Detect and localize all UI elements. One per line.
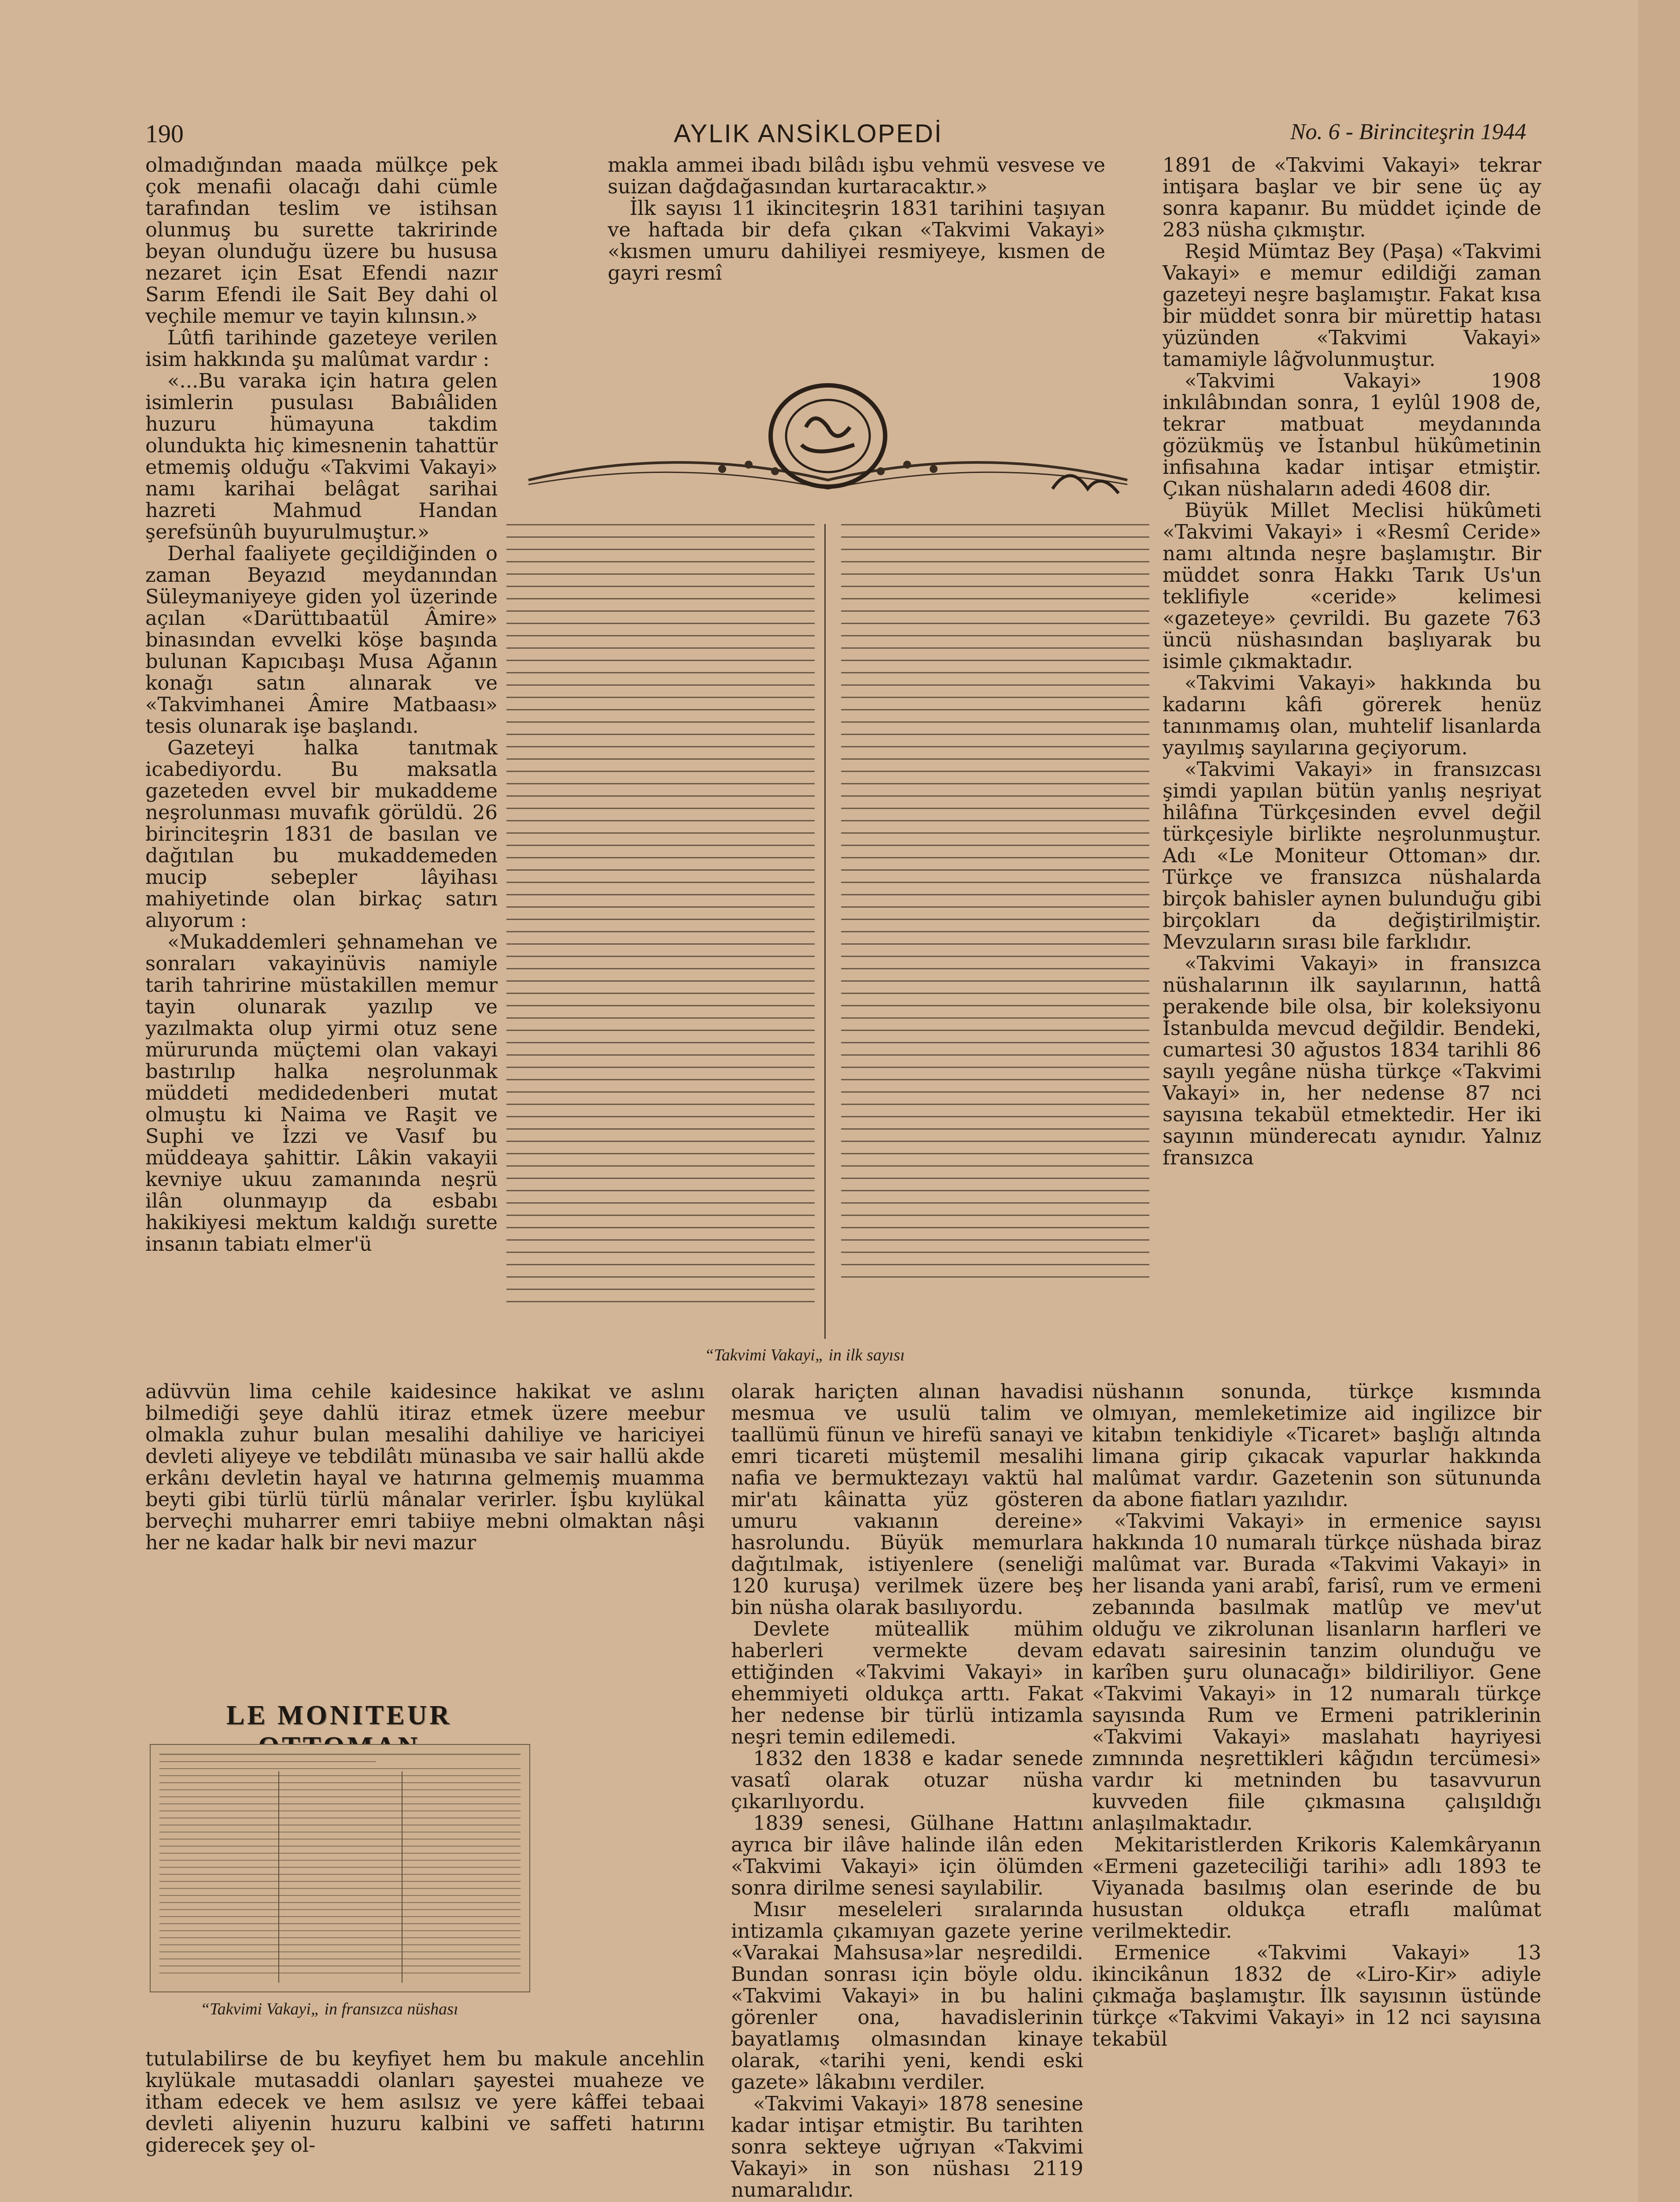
left-column-bottom <box>145 2048 705 2156</box>
left-column-wide <box>145 1381 705 1553</box>
paragraph: Büyük Millet Meclisi hükûmeti «Takvimi Vakayi» i «Resmî Ceride» namı altında neşre başlamıştır. Bir müddet sonra Hakkı Tarık Us'un teklifiyle «ceride» kelimesi «gazeteye» çevrildi. Bu gazete 763 üncü nüshasından başlıyarak bu isimle çıkmaktadır. <box>1163 499 1541 673</box>
moniteur-caption: “Takvimi Vakayi„ in fransızca nüshası <box>200 2000 458 2018</box>
ottoman-column-rule <box>824 524 826 1339</box>
paragraph: Devlete müteallik mühim haberleri vermekte devam ettiğinden «Takvimi Vakayi» in ehemmiyeti oldukça arttı. Fakat her nedense bir türlü intizamla neşri temin edilemedi. <box>731 1617 1083 1748</box>
right-column-bottom <box>1092 1381 1541 2050</box>
paragraph: «Takvimi Vakayi» in fransızcası şimdi yapılan bütün yanlış neşriyat hilâfına Türkçesinden evvel değil türkçesiyle birlikte neşrolunmuştur. Adı «Le Moniteur Ottoman» dır. Türkçe ve fransızca nüshalarda birçok bahisler aynen bulunduğu gibi birçokları da değiştirilmiştir. Mevzuların sırası bile farklıdır. <box>1163 757 1541 953</box>
paragraph: «Takvimi Vakayi» in fransızca nüshalarının ilk sayılarının, hattâ perakende bile olsa, bir koleksiyonu İstanbulda mevcud değildir. Bendeki, cumartesi 30 ağustos 1834 tarihli 86 sayılı yegâne nüsha türkçe «Takvimi Vakayi» in, her nedense 87 nci sayısına tekabül etmektedir. Her iki sayının münderecatı aynıdır. Yalnız fransızca <box>1163 952 1541 1169</box>
paragraph: makla ammei ibadı bilâdı işbu vehmü vesvese ve suizan dağdağasından kurtaracaktır.» <box>608 153 1105 198</box>
issue-info: No. 6 - Birinciteşrin 1944 <box>1290 119 1526 144</box>
middle-column-top <box>608 154 1105 284</box>
paragraph: «Mukaddemleri şehnamehan ve sonraları vakayinüvis namiyle tarih tahririne müstakillen memur tayin olunarak yazılıp ve yazılmakta olup yirmi otuz sene mürurunda müçtemi olan vakayi bastırılıp halka neşrolunmak müddeti medidedenberi mutat olmuştu ki Naima ve Raşit ve Suphi ve İzzi ve Vasıf bu müddeaya şahittir. Lâkin vakayii kevniye ukuu zamanında neşrü ilân olunmayıp da esbabı hakikiyesi mektum kaldığı surette insanın tabiatı elmer'ü <box>145 930 498 1256</box>
paragraph: tutulabilirse de bu keyfiyet hem bu makule ancehlin kıylükale mutasaddi olanları şayestei muaheze ve itham edecek ve hem asılsız ve yere kâffei tebaai devleti aliyenin huzuru kalbini ve saffeti hatırını giderecek şey ol- <box>145 2047 705 2157</box>
middle-column-bottom <box>731 1381 1083 2201</box>
paragraph: olmadığından maada mülkçe pek çok menafii olacağı dahi cümle tarafından teslim ve istihsan olunmuş bu surette takririnde beyan olunduğu üzere bu hususa nezaret için Esat Efendi nazır Sarım Efendi ile Sait Bey dahi ol veçhile memur ve tayin kılınsın.» <box>145 153 498 328</box>
paragraph: 1839 senesi, Gülhane Hattını ayrıca bir ilâve halinde ilân eden «Takvimi Vakayi» için ölümden sonra dirilme senesi sayılabilir. <box>731 1811 1083 1899</box>
paragraph: «Takvimi Vakayi» hakkında bu kadarını kâfi görerek henüz tanınmamış olan, muhtelif lisanlarda yayılmış sayılarına geçiyorum. <box>1163 671 1541 759</box>
paragraph: Lûtfi tarihinde gazeteye verilen isim hakkında şu malûmat vardır : <box>145 326 498 371</box>
ottoman-column-right <box>841 524 1149 1339</box>
right-column-top <box>1163 154 1541 1168</box>
paragraph: «Takvimi Vakayi» 1908 inkılâbından sonra, 1 eylûl 1908 de, tekrar matbuat meydanında gözükmüş ve İstanbul hükûmetinin infisahına kadar intişar etmiştir. Çıkan nüshaların adedi 4608 dir. <box>1163 369 1541 500</box>
takvim-caption: “Takvimi Vakayi„ in ilk sayısı <box>705 1346 905 1364</box>
moniteur-masthead: LE MONITEUR <box>226 1700 452 1730</box>
left-column-top <box>145 154 498 1255</box>
takvim-masthead-image <box>502 379 1154 520</box>
paragraph: Mısır meseleleri sıralarında intizamla çıkamıyan gazete yerine «Varakai Mahsusa»lar neşredildi. Bundan sonrası için böyle oldu. «Takvimi Vakayi» in bu halini görenler ona, havadislerinin bayatlamış olmasından kinaye olarak, «tarihi yeni, kendi eski gazete» lâkabını verdiler. <box>731 1898 1083 2094</box>
paragraph: «...Bu varaka için hatıra gelen isimlerin pusulası Babıâliden huzuru hümayuna takdim olundukta hiç kimesnenin tahattür etmemiş olduğu «Takvimi Vakayi» namı karihai belâgat sarihai hazreti Mahmud Handan şerefsünûh buyurulmuştur.» <box>145 369 498 543</box>
paragraph: 1832 den 1838 e kadar senede vasatî olarak otuzar nüsha çıkarılıyordu. <box>731 1747 1083 1813</box>
paragraph: nüshanın sonunda, türkçe kısmında olmıyan, memleketimize aid ingilizce bir kitabın tenkidiyle «Ticaret» başlığı altında limana girip çıkacak vapurlar hakkında malûmat vardır. Gazetenin son sütununda da abone fiatları yazılıdır. <box>1092 1380 1541 1511</box>
paragraph: Gazeteyi halka tanıtmak icabediyordu. Bu maksatla gazeteden evvel bir mukaddeme neşrolunması muvafık görüldü. 26 birinciteşrin 1831 de basılan ve dağıtılan bu mukaddemeden mucip sebepler lâyihası mahiyetinde olan birkaç satırı alıyorum : <box>145 736 498 932</box>
paragraph: 1891 de «Takvimi Vakayi» tekrar intişara başlar ve bir sene üç ay sonra kapanır. Bu müddet içinde de 283 nüsha çıkmıştır. <box>1163 153 1541 241</box>
paragraph: adüvvün lima cehile kaidesince hakikat ve aslını bilmediği şeye dahlü itiraz etmek üzere meebur olmakla zuhur bulan mesalihi dahiliye ve hariciyei devleti aliyeye ve tebdilâtı münasıba ve sair hallü akde erkânı devletin hayal ve hatırına gelmemiş muamma beyti gibi türlü türlü mânalar verirler. İşbu kıylükal berveçhi muharrer emri tabiiye mebni olmaktan nâşi her ne kadar halk bir nevi mazur <box>145 1380 705 1554</box>
moniteur-page-image <box>150 1744 530 1992</box>
paragraph: İlk sayısı 11 ikinciteşrin 1831 tarihini taşıyan ve haftada bir defa çıkan «Takvimi Vakayi» «kısmen umuru dahiliyei resmiyeye, kısmen de gayri resmî <box>608 196 1105 284</box>
paragraph: Reşid Mümtaz Bey (Paşa) «Takvimi Vakayi» e memur edildiği zaman gazeteyi neşre başlamıştır. Fakat kısa bir müddet sonra bir mürettip hatası yüzünden «Takvimi Vakayi» tamamiyle lâğvolunmuştur. <box>1163 240 1541 371</box>
ottoman-column-left <box>506 524 815 1339</box>
paragraph: Derhal faaliyete geçildiğinden o zaman Beyazıd meydanından Süleymaniyeye giden yol üzerinde açılan «Darüttıbaatül Âmire» binasından evvelki köşe başında bulunan Kapıcıbaşı Musa Ağanın konağı satın alınarak ve «Takvimhanei Âmire Matbaası» tesis olunarak işe başlandı. <box>145 542 498 738</box>
paragraph: «Takvimi Vakayi» 1878 senesine kadar intişar etmiştir. Bu tarihten sonra sekteye uğrıyan «Takvimi Vakayi» in son nüshası 2119 numaralıdır. <box>731 2092 1083 2202</box>
journal-title: AYLIK ANSİKLOPEDİ <box>674 119 943 148</box>
page-number: 190 <box>145 119 184 148</box>
ottoman-text-facsimile <box>506 524 1149 1339</box>
paragraph: Mekitaristlerden Krikoris Kalemkâryanın «Ermeni gazeteciliği tarihi» adlı 1893 te Viyanada basılmış olan eserinde de bu husustan oldukça etraflı malûmat verilmektedir. <box>1092 1833 1541 1943</box>
paragraph: «Takvimi Vakayi» in ermenice sayısı hakkında 10 numaralı türkçe nüshada biraz malûmat var. Burada «Takvimi Vakayi» in her lisanda yani arabî, farisî, rum ve ermeni zebanında basılmak matlûp ve mev'ut olduğu ve zikrolunan lisanların harfleri ve edavatı sairesinin tanzim olunduğu ve karîben şuru olunacağı» bildiriliyor. Gene «Takvimi Vakayi» in 12 numaralı türkçe sayısında Rum ve Ermeni patriklerinin «Takvimi Vakayi» maslahatı hayriyesi zımnında neşrettikleri kâğıdın tercümesi» vardır ki metninden bu tasavvurun kuvveden fiile çıkmasına çalışıldığı anlaşılmaktadır. <box>1092 1509 1541 1835</box>
paragraph: olarak hariçten alınan havadisi mesmua ve usulü talim ve taallümü fünun ve hirefü sanayi ve emri ticareti müştemil mesalihi nafia ve bermuktezayı vaktü hal mir'atı kâinatta yüz gösteren umuru vakıanın dereine» hasrolundu. Büyük memurlara dağıtılmak, istiyenlere (seneliği 120 kuruşa) verilmek üzere beş bin nüsha olarak basılıyordu. <box>731 1380 1083 1619</box>
paragraph: Ermenice «Takvimi Vakayi» 13 ikincikânun 1832 de «Liro-Kir» adiyle çıkmağa başlamıştır. İlk sayısının üstünde türkçe «Takvimi Vakayi» in 12 nci sayısına tekabül <box>1092 1941 1541 2051</box>
